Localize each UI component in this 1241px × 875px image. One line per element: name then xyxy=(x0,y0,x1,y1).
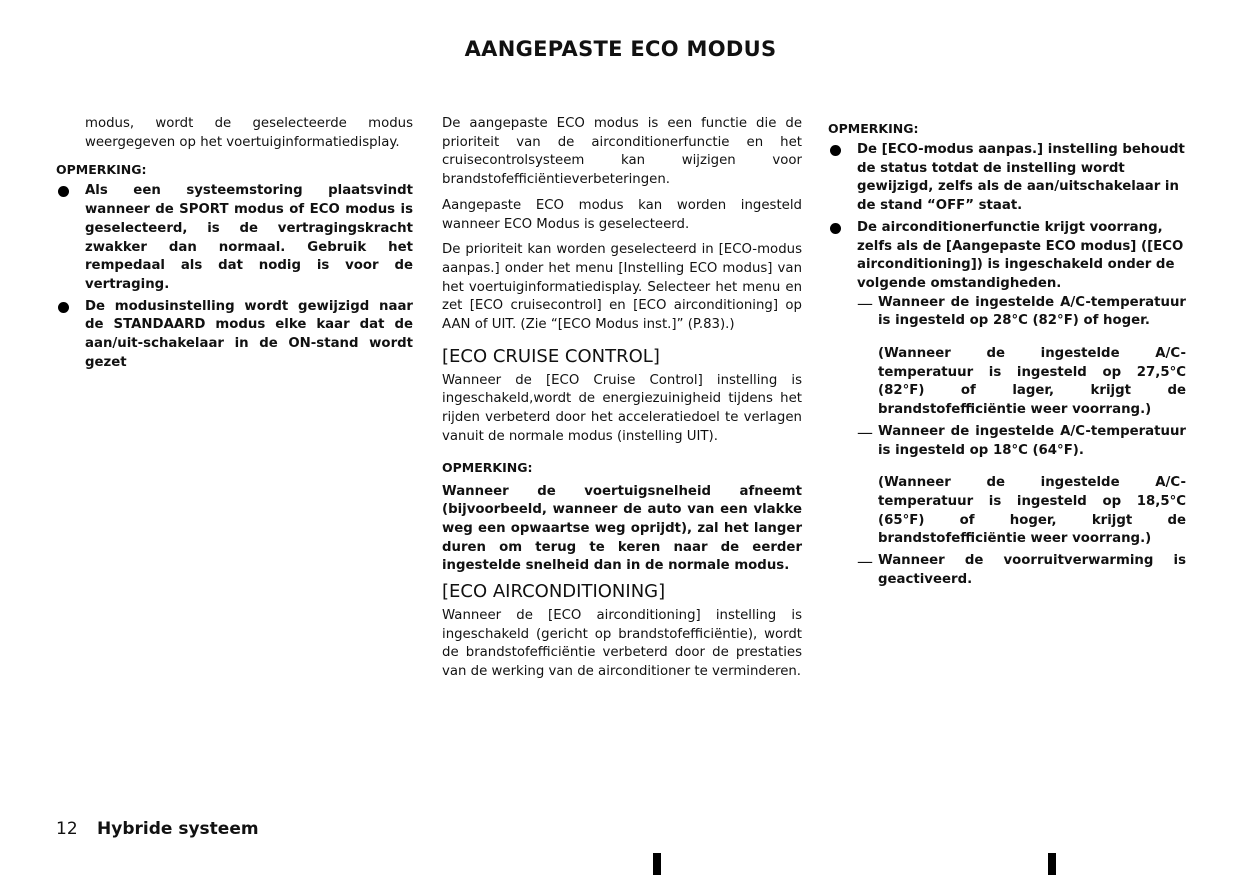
section-name: Hybride systeem xyxy=(97,819,259,839)
bullet-text: De modusinstelling wordt gewijzigd naar de STANDAARD modus elke kaar dat de aan/uit-schakelaar in de ON-stand wordt gezet xyxy=(85,298,413,370)
dash-item xyxy=(857,552,1186,589)
crop-mark xyxy=(1048,853,1056,875)
bullet-text: De [ECO-modus aanpas.] instelling behoudt de status totdat de instelling wordt gewijzigd, zelfs als de aan/uitschakelaar in de stand “OFF” staat. xyxy=(857,142,1185,214)
dash-subnote: (Wanneer de ingestelde A/C-temperatuur is ingesteld op 18,5°C (65°F) of hoger, krijgt de brandstofefficiëntie weer voorrang.) xyxy=(878,475,1186,547)
bullet-text: De airconditionerfunctie krijgt voorrang, zelfs als de [Aangepaste ECO modus] ([ECO airconditioning]) is ingeschakeld onder de volgende omstandigheden. xyxy=(857,219,1184,291)
section-heading-eco-airconditioning: [ECO AIRCONDITIONING] xyxy=(442,581,666,603)
dash-icon: — xyxy=(857,293,873,313)
paragraph: De prioriteit kan worden geselecteerd in [ECO-modus aanpas.] onder het menu [Instelling ECO modus] van het voertuiginformatiedisplay. Selecteer het menu en zet [ECO cruisecontrol] en [ECO airconditioning] op AAN of UIT. (Zie “[ECO Modus inst.]” (P.83).) xyxy=(442,242,802,333)
dash-icon: — xyxy=(857,422,873,442)
page-title: AANGEPASTE ECO MODUS xyxy=(464,37,777,61)
section-heading-eco-cruise-control: [ECO CRUISE CONTROL] xyxy=(442,345,660,367)
page-number: 12 xyxy=(56,819,78,839)
note-bullet xyxy=(828,141,1186,216)
dash-text: Wanneer de ingestelde A/C-temperatuur is ingesteld op 18°C (64°F). xyxy=(878,423,1186,458)
dash-item xyxy=(857,423,1186,460)
column-3 xyxy=(828,115,1186,589)
dash-text: Wanneer de voorruitverwarming is geactiveerd. xyxy=(878,553,1186,587)
column-2 xyxy=(442,115,802,682)
bullet-icon xyxy=(830,223,841,234)
bullet-icon xyxy=(830,145,841,156)
bullet-icon xyxy=(58,302,69,313)
note-text: Wanneer de voertuigsnelheid afneemt (bijvoorbeeld, wanneer de auto van een vlakke weg een opwaartse weg oprijdt), zal het langer duren om terug te keren naar de eerder ingestelde snelheid dan in de normale modus. xyxy=(442,483,802,574)
crop-mark xyxy=(653,853,661,875)
page-footer xyxy=(56,819,259,839)
paragraph: Wanneer de [ECO Cruise Control] instelling is ingeschakeld,wordt de energiezuinigheid tijdens het rijden verbeterd door het acceleratiedoel te verlagen vanuit de normale modus (instelling UIT). xyxy=(442,372,802,444)
dash-text: Wanneer de ingestelde A/C-temperatuur is ingesteld op 28°C (82°F) of hoger. xyxy=(878,294,1186,329)
bullet-text: Als een systeemstoring plaatsvindt wanneer de SPORT modus of ECO modus is geselecteerd, is de vertragingskracht zwakker dan normaal. Gebruik het rempedaal als dat nodig is voor de vertraging. xyxy=(85,183,413,292)
dash-icon: — xyxy=(857,552,873,572)
note-label: OPMERKING: xyxy=(442,459,533,475)
bullet-icon xyxy=(58,186,69,197)
paragraph: Wanneer de [ECO airconditioning] instelling is ingeschakeld (gericht op brandstofefficiëntie), wordt de brandstofefficiëntie verbeterd door de prestaties van de werking van de airconditioner te verminderen. xyxy=(442,608,802,680)
column-1 xyxy=(56,115,413,372)
intro-paragraph: modus, wordt de geselecteerde modus weergegeven op het voertuiginformatiedisplay. xyxy=(85,116,413,150)
paragraph: De aangepaste ECO modus is een functie die de prioriteit van de airconditionerfunctie en het cruisecontrolsysteem kan wijzigen voor brandstofefficiëntieverbeteringen. xyxy=(442,116,802,188)
paragraph: Aangepaste ECO modus kan worden ingesteld wanneer ECO Modus is geselecteerd. xyxy=(442,197,802,232)
note-bullet xyxy=(56,298,413,373)
note-bullet xyxy=(828,219,1186,590)
dash-item xyxy=(857,294,1186,331)
dash-subnote: (Wanneer de ingestelde A/C-temperatuur is ingesteld op 27,5°C (82°F) of lager, krijgt de brandstofefficiëntie weer voorrang.) xyxy=(878,346,1186,418)
note-label: OPMERKING: xyxy=(56,162,147,178)
note-label: OPMERKING: xyxy=(828,121,919,136)
note-bullet xyxy=(56,182,413,294)
